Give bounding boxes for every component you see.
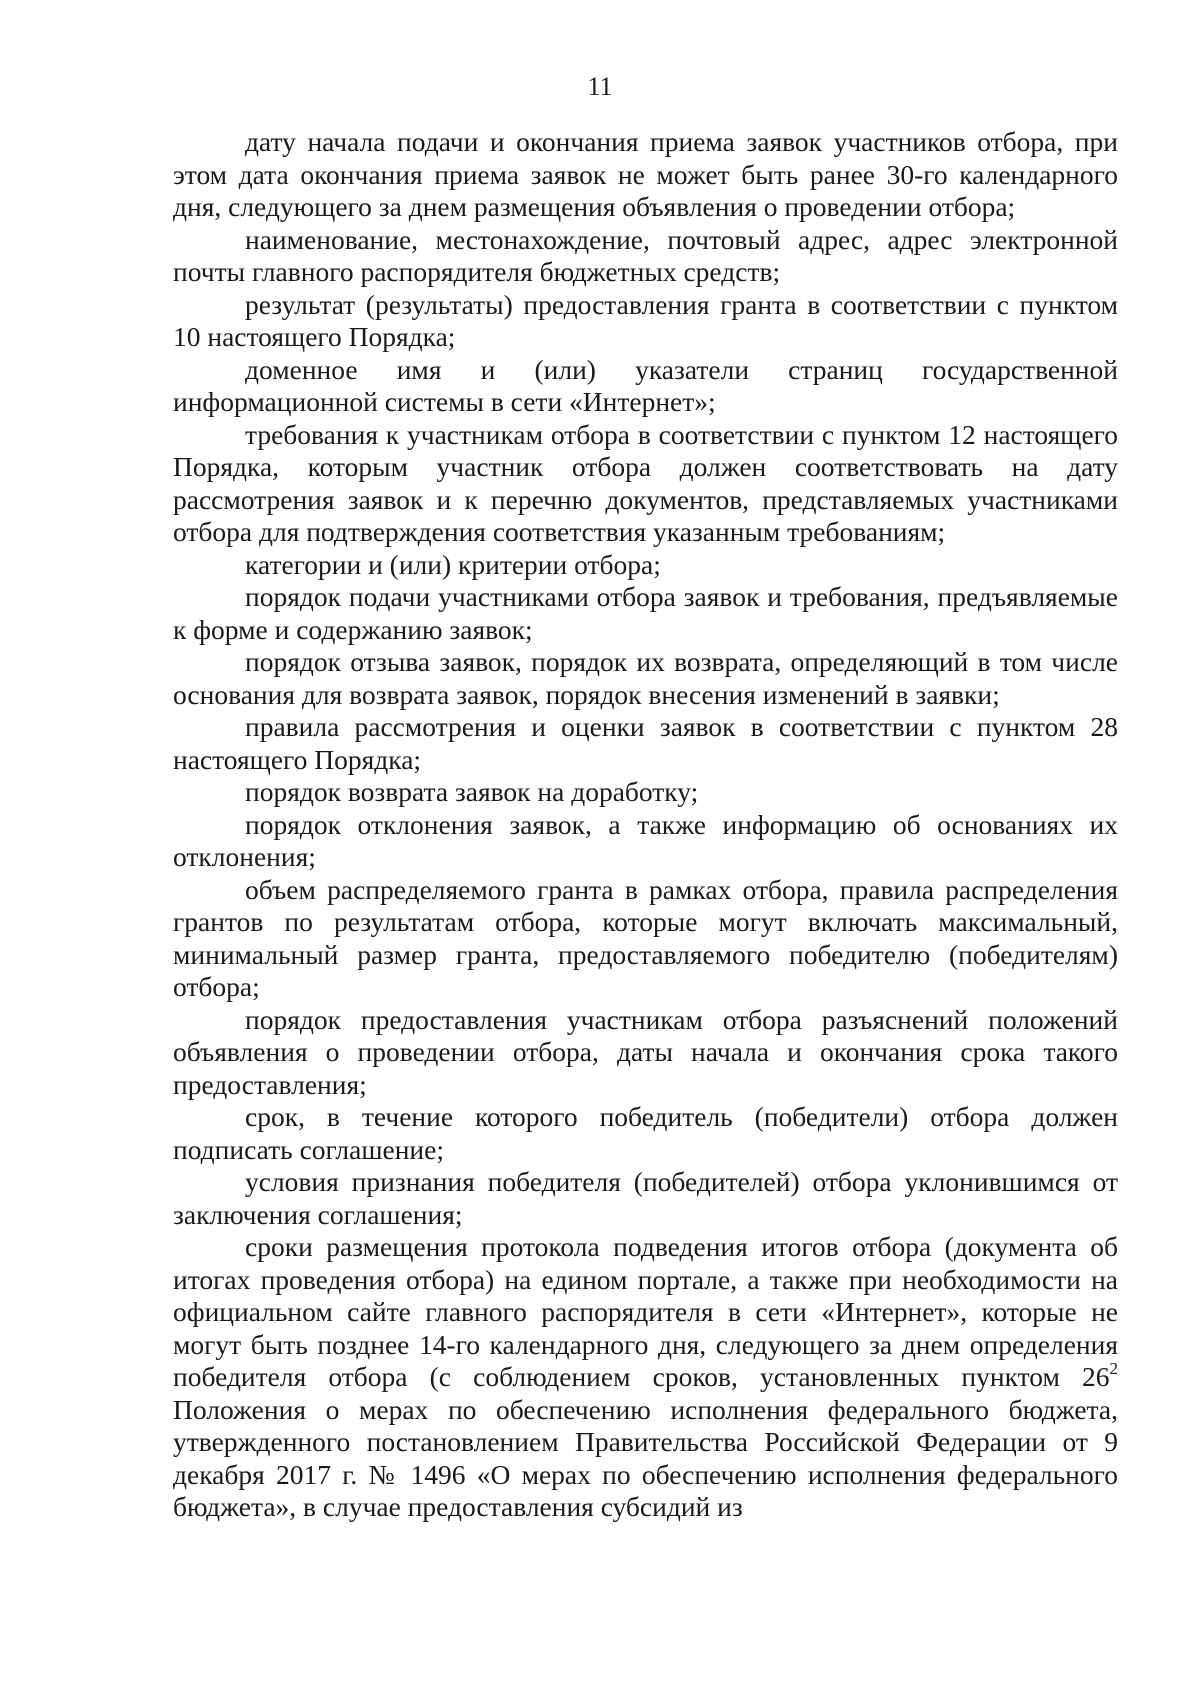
document-body — [173, 126, 1118, 1524]
paragraph-16-superscript: 2 — [1109, 1358, 1118, 1378]
paragraph-8: порядок отзыва заявок, порядок их возврата, определяющий в том числе основания для возврата заявок, порядок внесения изменений в заявки; — [173, 646, 1118, 710]
page-number: 11 — [587, 72, 613, 101]
paragraph-7: порядок подачи участниками отбора заявок и требования, предъявляемые к форме и содержанию заявок; — [173, 581, 1118, 645]
paragraph-4: доменное имя и (или) указатели страниц государственной информационной системы в сети «Интернет»; — [173, 353, 1118, 417]
paragraph-1: дату начала подачи и окончания приема заявок участников отбора, при этом дата окончания приема заявок не может быть ранее 30-го календарного дня, следующего за днем размещения объявления о проведении отбора; — [173, 126, 1118, 222]
paragraph-14: срок, в течение которого победитель (победители) отбора должен подписать соглашение; — [173, 1101, 1118, 1165]
paragraph-16 — [173, 1231, 1118, 1524]
paragraph-3: результат (результаты) предоставления гранта в соответствии с пунктом 10 настоящего Порядка; — [173, 288, 1118, 352]
paragraph-2: наименование, местонахождение, почтовый адрес, адрес электронной почты главного распорядителя бюджетных средств; — [173, 223, 1118, 287]
paragraph-10: порядок возврата заявок на доработку; — [245, 776, 699, 807]
paragraph-13: порядок предоставления участникам отбора разъяснений положений объявления о проведении отбора, даты начала и окончания срока такого предоставления; — [173, 1003, 1118, 1100]
paragraph-5: требования к участникам отбора в соответствии с пунктом 12 настоящего Порядка, которым участник отбора должен соответствовать на дату рассмотрения заявок и к перечню документов, представляемых участниками отбора для подтверждения соответствия указанным требованиям; — [173, 418, 1118, 547]
paragraph-16-text-after: Положения о мерах по обеспечению исполнения федерального бюджета, утвержденного постановлением Правительства Российской Федерации от 9 декабря 2017 г. № 1496 «О мерах по обеспечению исполнения федерального бюджета», в случае предоставления субсидий из — [173, 1393, 1118, 1522]
paragraph-6: категории и (или) критерии отбора; — [245, 548, 661, 580]
paragraph-15: условия признания победителя (победителей) отбора уклонившимся от заключения соглашения; — [173, 1166, 1118, 1230]
paragraph-9: правила рассмотрения и оценки заявок в соответствии с пунктом 28 настоящего Порядка; — [173, 711, 1118, 775]
paragraph-16-text-before: сроки размещения протокола подведения итогов отбора (документа об итогах проведения отбора) на едином портале, а также при необходимости на официальном сайте главного распорядителя в сети «Интернет», которые не могут быть позднее 14-го календарного дня, следующего за днем определения победителя отбора (с соблюдением сроков, установленных пунктом 26 — [173, 1231, 1118, 1392]
paragraph-11: порядок отклонения заявок, а также информацию об основаниях их отклонения; — [173, 808, 1118, 872]
paragraph-12: объем распределяемого гранта в рамках отбора, правила распределения грантов по результатам отбора, которые могут включать максимальный, минимальный размер гранта, предоставляемого победителю (победителям) отбора; — [173, 873, 1118, 1002]
